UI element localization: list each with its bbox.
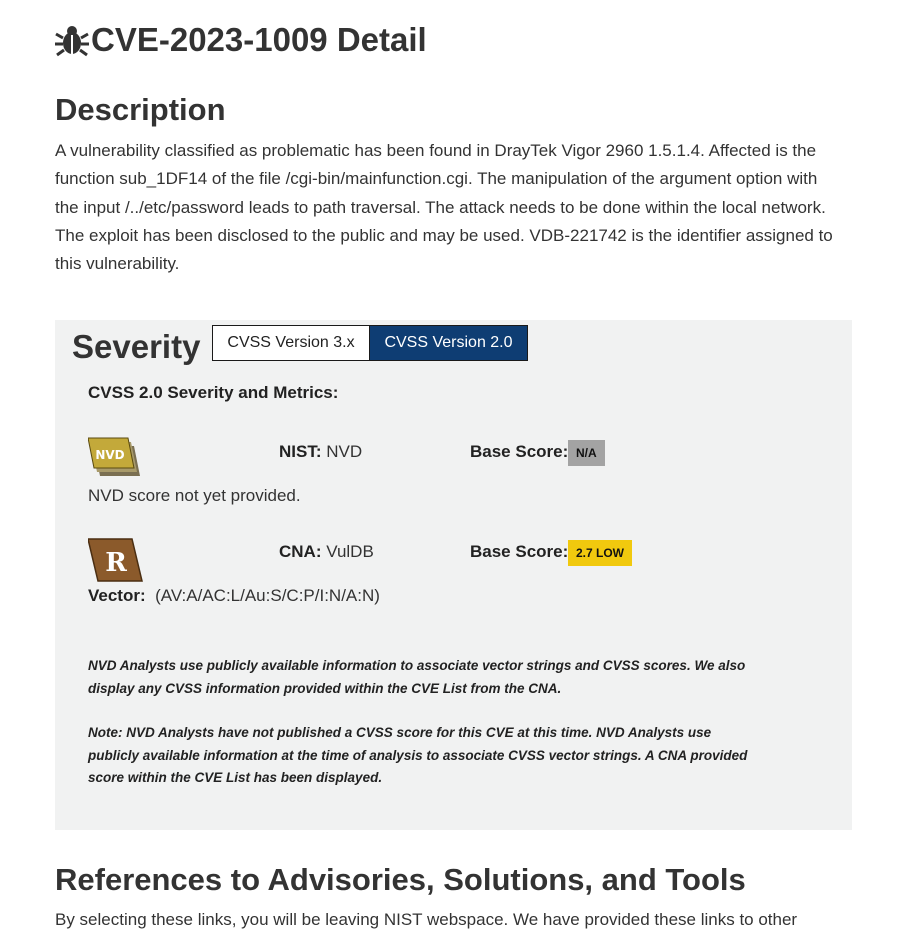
severity-panel: [55, 320, 852, 830]
analyst-note: NVD Analysts use publicly available information to associate vector strings and CVSS scores. We also display any CVSS information provided within the CVE List from the CNA.: [88, 658, 746, 696]
nvd-badge-icon: [88, 436, 144, 482]
cvss-version-tabs: [212, 325, 528, 361]
cna-source-label: CNA:: [279, 542, 322, 561]
references-heading: References to Advisories, Solutions, and Tools: [55, 862, 746, 897]
nvd-score-note: NVD score not yet provided.: [88, 486, 301, 505]
cna-source-value: VulDB: [326, 542, 374, 561]
nvd-base-score-badge[interactable]: N/A: [568, 440, 605, 466]
cna-base-score-badge[interactable]: 2.7 LOW: [568, 540, 632, 566]
tab-cvss-3x[interactable]: CVSS Version 3.x: [212, 325, 370, 361]
metrics-heading: CVSS 2.0 Severity and Metrics:: [88, 383, 339, 402]
cna-badge-icon: [88, 537, 144, 583]
svg-text:R: R: [105, 548, 127, 578]
cna-vector-value[interactable]: (AV:A/AC:L/Au:S/C:P/I:N/A:N): [155, 586, 380, 605]
nvd-source: [279, 441, 362, 463]
cna-vector-label: Vector:: [88, 586, 146, 605]
bug-icon: [55, 23, 89, 57]
cna-base-score-label: Base Score:: [470, 542, 569, 561]
page-title: [55, 18, 427, 62]
cvss-note: Note: NVD Analysts have not published a CVSS score for this CVE at this time. NVD Analysts use publicly available information at the time of analysis to associate CVSS vector strings. A CNA provided score within the CVE List has been displayed.: [88, 725, 748, 785]
description-text: A vulnerability classified as problematic has been found in DrayTek Vigor 2960 1.5.1.4. Affected is the function sub_1DF14 of the file /cgi-bin/mainfunction.cgi. The manipulation of the argument option with the input /../etc/password leads to path traversal. The attack needs to be done within the local network. The exploit has been disclosed to the public and may be used. VDB-221742 is the identifier assigned to this vulnerability.: [55, 141, 833, 274]
severity-heading: Severity: [72, 328, 201, 365]
cna-vector: [88, 585, 380, 607]
nvd-source-label: NIST:: [279, 442, 322, 461]
references-intro: By selecting these links, you will be leaving NIST webspace. We have provided these links to other: [55, 910, 798, 929]
description-heading: Description: [55, 92, 226, 127]
svg-text:NVD: NVD: [95, 448, 125, 462]
nvd-source-value: NVD: [326, 442, 363, 461]
cna-source: [279, 541, 374, 563]
page-title-text: CVE-2023-1009 Detail: [91, 21, 427, 58]
tab-cvss-2[interactable]: CVSS Version 2.0: [370, 325, 528, 361]
nvd-base-score-label: Base Score:: [470, 442, 569, 461]
